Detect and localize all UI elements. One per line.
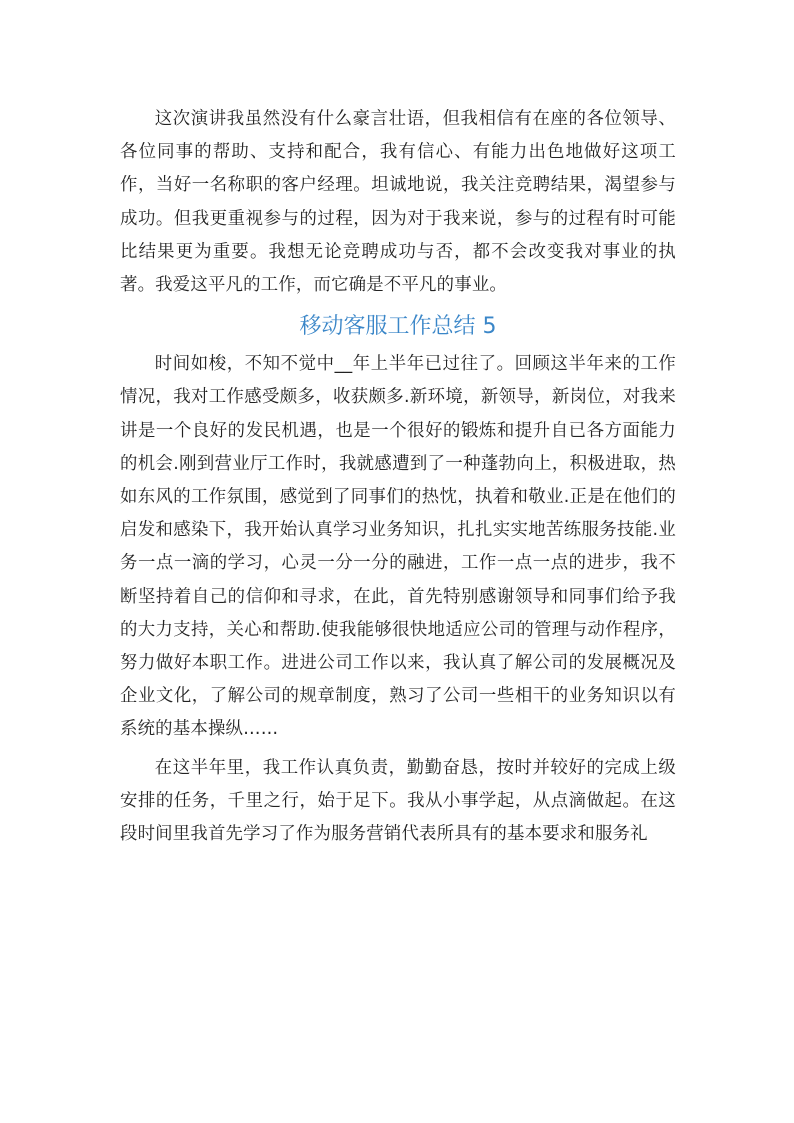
section-heading: 移动客服工作总结 5 <box>299 314 497 340</box>
paragraph-half-year-review: 时间如梭，不知不觉中__年上半年已过往了。回顾这半年来的工作情况，我对工作感受颇多，收获颇多.新环境，新领导，新岗位，对我来讲是一个良好的发民机遇，也是一个很好的锻炼和提升自已各方面能力的机会.刚到营业厅工作时，我就感遭到了一种蓬勃向上，积极进取，热如东风的工作氛围，感觉到了同事们的热忱，执着和敬业.正是在他们的启发和感染下，我开始认真学习业务知识，扎扎实实地苦练服务技能.业务一点一滴的学习，心灵一分一分的融进，工作一点一点的进步，我不断坚持着自己的信仰和寻求，在此，首先特别感谢领导和同事们给予我的大力支持，关心和帮助.使我能够很快地适应公司的管理与动作程序，努力做好本职工作。进进公司工作以来，我认真了解公司的发展概况及企业文化，了解公司的规章制度，熟习了公司一些相干的业务知识以有系统的基本操纵…… <box>120 354 676 740</box>
paragraph-speech-conclusion: 这次演讲我虽然没有什么豪言壮语，但我相信有在座的各位领导、各位同事的帮助、支持和配合，我有信心、有能力出色地做好这项工作，当好一名称职的客户经理。坦诚地说，我关注竞聘结果，渴望参与成功。但我更重视参与的过程，因为对于我来说，参与的过程有时可能比结果更为重要。我想无论竞聘成功与否，都不会改变我对事业的执著。我爱这平凡的工作，而它确是不平凡的事业。 <box>120 109 676 296</box>
paragraph-work-attitude: 在这半年里，我工作认真负责，勤勤奋恳，按时并较好的完成上级安排的任务，千里之行，始于足下。我从小事学起，从点滴做起。在这段时间里我首先学习了作为服务营销代表所具有的基本要求和服务礼 <box>120 757 676 845</box>
document-page <box>120 103 676 851</box>
